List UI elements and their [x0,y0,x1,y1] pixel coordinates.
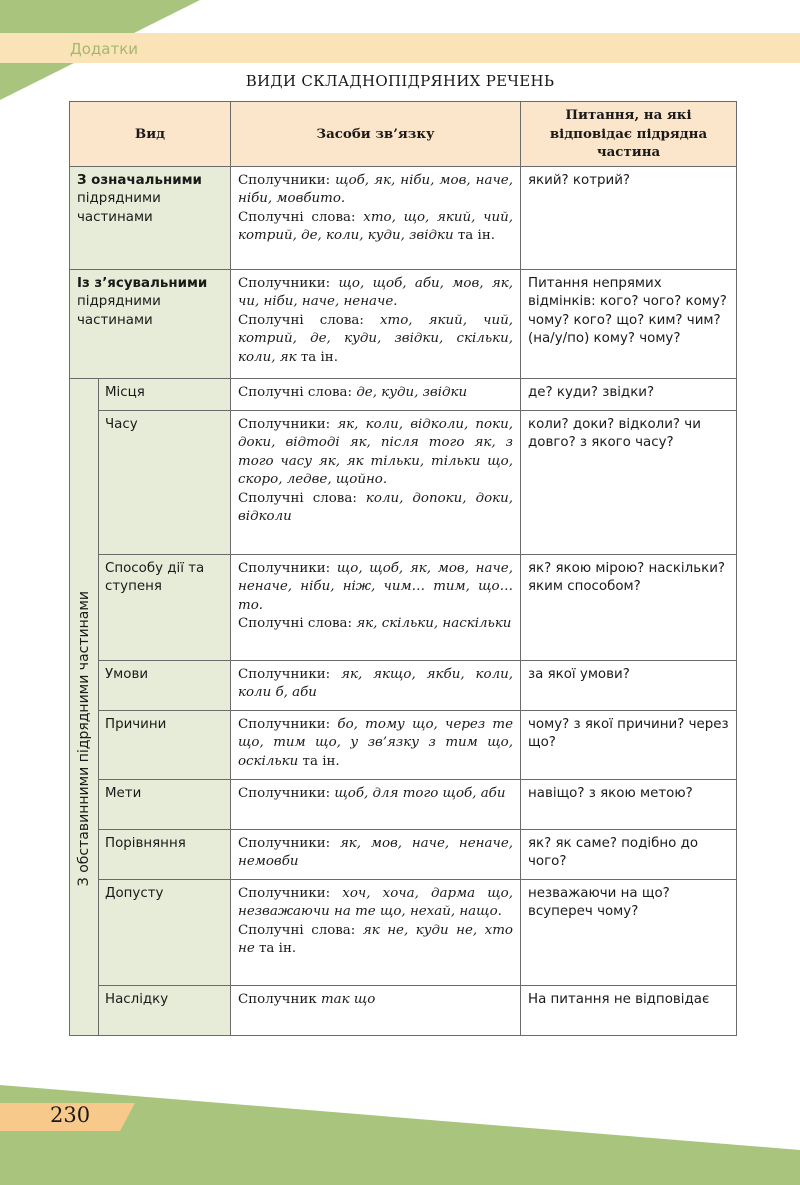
table-row [70,879,737,985]
tail-text: та ін. [302,753,340,769]
table-row [70,166,737,269]
conj-list: бо, тому що, через те що, тим що, у зв’язку з тим що, оскільки [238,716,514,769]
conj-list: так що [320,991,376,1007]
group-label-cell [70,378,99,1035]
words-list: хто, що, який, чий, котрий, де, коли, куди, звідки [238,209,513,243]
means-cell [231,710,521,779]
conj-list: як, якщо, якби, коли, коли б, аби [238,666,513,700]
sub-kind: Причини [99,710,231,779]
questions-cell: На питання не відповідає [521,985,737,1035]
means-cell [231,166,521,269]
conj-label: Сполучники: [238,785,331,801]
conj-label: Сполучники: [238,885,331,901]
table-header-row [70,102,737,167]
sub-kind: Умови [99,660,231,710]
sub-kind: Часу [99,410,231,554]
words-label: Сполучні слова: [238,490,357,506]
tail-text: та ін. [457,228,496,243]
conj-label: Сполучники: [238,172,331,188]
conj-label: Сполучники: [238,416,331,432]
section-label: Додатки [70,40,139,58]
tail-text: та ін. [300,349,338,365]
means-cell [231,269,521,378]
page-number: 230 [50,1103,91,1127]
clauses-table [69,101,737,1036]
table-row [70,779,737,829]
words-list: де, куди, звідки [356,384,468,400]
tail-text: та ін. [259,941,297,956]
questions-cell: де? куди? звідки? [521,378,737,410]
conj-label: Сполучники: [238,275,331,291]
words-list: як, скільки, наскільки [356,616,512,631]
words-list: коли, допоки, доки, відколи [238,490,514,524]
conj-list: хоч, хоча, дарма що, незважаючи на те що, нехай, нащо. [238,885,513,919]
table-row [70,660,737,710]
kind-rest: підрядними частинами [77,191,161,225]
means-cell [231,554,521,660]
words-label: Сполучні слова: [238,312,364,328]
table-row [70,410,737,554]
conj-list: як, мов, наче, неначе, немовби [238,835,513,869]
kind-rest: підрядними частинами [77,294,161,328]
questions-cell: як? як саме? подібно до чого? [521,829,737,879]
page-title: ВИДИ СКЛАДНОПІДРЯНИХ РЕЧЕНЬ [245,72,555,90]
means-cell [231,410,521,554]
sub-kind: Мети [99,779,231,829]
means-cell [231,779,521,829]
words-label: Сполучні слова: [238,209,356,225]
questions-cell: який? котрий? [521,166,737,269]
words-label: Сполучні слова: [238,922,356,938]
conj-label: Сполучники: [238,560,331,576]
table-row [70,378,737,410]
table-row [70,269,737,378]
questions-cell: за якої умови? [521,660,737,710]
kind-bold: З означальними [77,172,202,188]
words-list: хто, який, чий, котрий, де, куди, звідки, скільки, коли, як [238,312,513,365]
words-label: Сполучні слова: [238,384,353,400]
kind-bold: Із з’ясувальними [77,275,208,291]
conj-list: як, коли, відколи, поки, доки, відтоді як, після того як, з того часу як, як тільки, тільки що, скоро, ледве, щойно. [238,416,513,487]
questions-cell: чому? з якої причини? через що? [521,710,737,779]
table-row [70,829,737,879]
conj-label: Сполучник [238,991,317,1007]
sub-kind: Допусту [99,879,231,985]
column-header-questions: Питання, на які відповідає підрядна частина [521,102,737,167]
sub-kind: Місця [99,378,231,410]
conj-list: щоб, як, ніби, мов, наче, ніби, мовбито. [238,172,513,206]
conj-list: щоб, для того щоб, аби [334,785,506,801]
words-list: як не, куди не, хто не [238,922,513,956]
group-label: З обставинними підрядними частинами [75,591,92,887]
conj-label: Сполучники: [238,835,331,851]
column-header-kind: Вид [70,102,231,167]
column-header-means: Засоби зв’язку [231,102,521,167]
table-row [70,985,737,1035]
sub-kind: Наслідку [99,985,231,1035]
sub-kind: Способу дії та ступеня [99,554,231,660]
questions-cell: незважаючи на що? всупереч чому? [521,879,737,985]
words-label: Сполучні слова: [238,616,353,631]
kind-cell [70,166,231,269]
questions-cell: як? якою мірою? наскільки? яким способом? [521,554,737,660]
conj-label: Сполучники: [238,716,331,732]
means-cell [231,660,521,710]
means-cell [231,985,521,1035]
conj-list: що, щоб, аби, мов, як, чи, ніби, наче, неначе. [238,275,513,309]
table-row [70,710,737,779]
means-cell [231,879,521,985]
means-cell [231,378,521,410]
means-cell [231,829,521,879]
conj-label: Сполучники: [238,666,331,682]
table-row [70,554,737,660]
conj-list: що, щоб, як, мов, наче, неначе, ніби, ніж, чим… тим, що… то. [238,560,513,613]
bottom-decoration [0,1060,800,1185]
kind-cell [70,269,231,378]
questions-cell: Питання непрямих відмінків: кого? чого? кому? чому? кого? що? ким? чим? (на/у/по) кому? чому? [521,269,737,378]
questions-cell: навіщо? з якою метою? [521,779,737,829]
sub-kind: Порівняння [99,829,231,879]
questions-cell: коли? доки? відколи? чи довго? з якого часу? [521,410,737,554]
